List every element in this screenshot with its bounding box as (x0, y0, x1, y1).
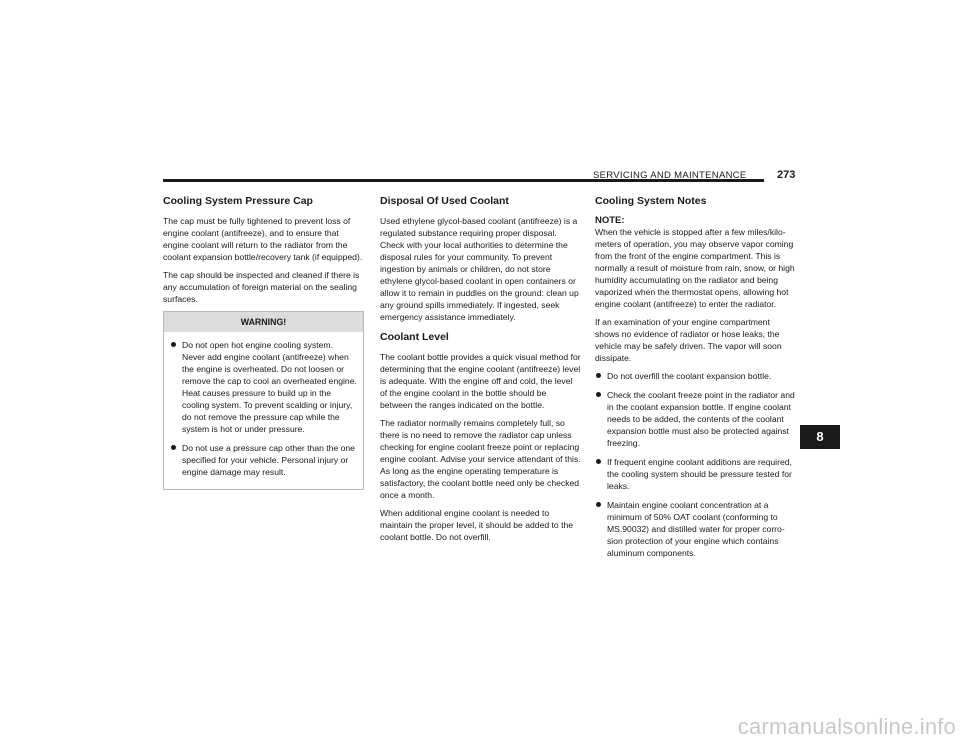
paragraph: When additional engine coolant is needed to maintain the proper level, it should be added to the coolant bottle. Do not overfill. (380, 508, 574, 542)
paragraph: The cap must be fully tightened to prevent loss of engine coolant (antifreeze), and to ensure that engine coolant will return to the radiator from the coolant expansion bottle/recovery tank (if equipped). (163, 216, 363, 262)
warning-body (164, 332, 363, 489)
paragraph: The radiator normally remains completely full, so there is no need to remove the radiator cap unless checking for engine coolant freeze point or replacing engine coolant. Advise your service attendant of this. As long as the engine operating temperature is satisfactory, the coolant bottle need only be checked once a month. (380, 418, 581, 500)
column-notes (595, 195, 796, 566)
paragraph: The cap should be inspected and cleaned if there is any accumulation of foreign material on the sealing surfaces. (163, 270, 360, 304)
column-pressure-cap (163, 195, 364, 490)
list-item: Check the coolant freeze point in the radiator and in the coolant expansion bottle. If engine coolant needs to be added, the contents of the coolant expansion bottle must also be protected against freezing. (595, 389, 796, 449)
notes-list (595, 370, 796, 559)
list-item: Maintain engine coolant concentration at a minimum of 50% OAT coolant (conforming to MS.90032) and distilled water for proper corro-sion protection of your engine which contains aluminum components. (595, 499, 796, 559)
warning-box (163, 311, 364, 490)
chapter-tab: 8 (800, 425, 840, 449)
column-disposal (380, 195, 581, 549)
list-item: Do not overfill the coolant expansion bottle. (595, 370, 796, 382)
paragraph: Used ethylene glycol-based coolant (antifreeze) is a regulated substance requiring proper disposal. Check with your local authorities to determine the disposal rules for your community. To prevent ingestion by animals or children, do not store ethylene glycol-based coolant in open containers or allow it to remain in puddles on the ground: clean up any ground spills immediately. If ingested, seek emergency assistance immediately. (380, 216, 579, 322)
warning-list (170, 339, 357, 478)
warning-item: Do not use a pressure cap other than the one specified for your vehicle. Personal injury or engine damage may result. (170, 442, 357, 478)
heading-notes: Cooling System Notes (595, 195, 707, 207)
note-text: When the vehicle is stopped after a few miles/kilo-meters of operation, you may observe vapor coming from the front of the engine compartment. This is normally a result of moisture from rain, snow, or high humidity accumulating on the radiator and being vaporized when the thermostat opens, allowing hot engine coolant (antifreeze) to enter the radiator. (595, 227, 795, 309)
paragraph: The coolant bottle provides a quick visual method for determining that the engine coolant (antifreeze) level is adequate. With the engine off and cold, the level of the engine coolant in the bottle should be between the ranges indicated on the bottle. (380, 352, 581, 410)
warning-item: Do not open hot engine cooling system. Never add engine coolant (antifreeze) when the engine is overheated. Do not loosen or remove the cap to cool an overheated engine. Heat causes pressure to build up in the cooling system. To prevent scalding or injury, do not remove the pressure cap while the system is hot or under pressure. (170, 339, 357, 435)
warning-title: WARNING! (164, 312, 363, 332)
note (595, 215, 796, 310)
heading-pressure-cap: Cooling System Pressure Cap (163, 195, 313, 207)
note-label: NOTE: (595, 215, 625, 226)
paragraph: If an examination of your engine compartment shows no evidence of radiator or hose leaks, the vehicle may be safely driven. The vapor will soon dissipate. (595, 317, 782, 363)
page-number: 273 (777, 169, 796, 181)
list-item: If frequent engine coolant additions are required, the cooling system should be pressure tested for leaks. (595, 456, 796, 492)
heading-coolant-level: Coolant Level (380, 331, 449, 343)
heading-disposal: Disposal Of Used Coolant (380, 195, 509, 207)
section-title: SERVICING AND MAINTENANCE (593, 170, 747, 181)
watermark: carmanualsonline.info (737, 714, 956, 739)
